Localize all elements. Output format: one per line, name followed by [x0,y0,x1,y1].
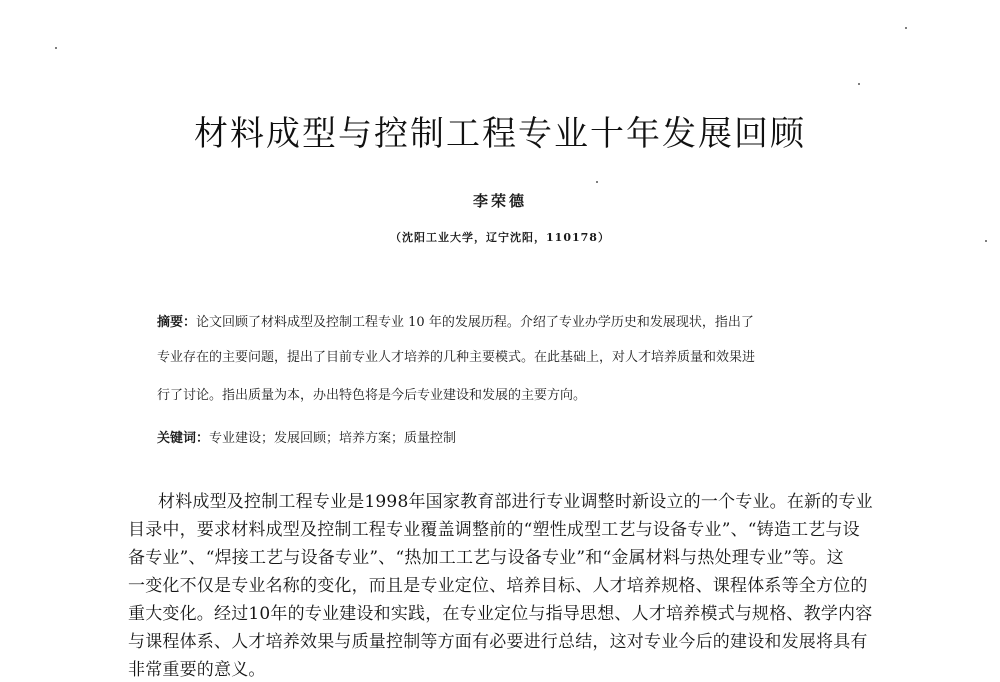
body-line: 重大变化。经过10年的专业建设和实践，在专业定位与指导思想、人才培养模式与规格、教学内容 [128,604,873,624]
scan-speck [596,181,598,183]
body-line: 目录中，要求材料成型及控制工程专业覆盖调整前的“塑性成型工艺与设备专业”、“铸造工艺与设 [128,520,860,540]
scan-speck [905,27,907,29]
keywords-label: 关键词： [157,431,210,446]
paper-title: 材料成型与控制工程专业十年发展回顾 [194,114,806,154]
body-line: 一变化不仅是专业名称的变化，而且是专业定位、培养目标、人才培养规格、课程体系等全方位的 [128,576,868,596]
scan-speck [985,240,987,242]
abstract-text: 论文回顾了材料成型及控制工程专业 10 年的发展历程。介绍了专业办学历史和发展现状，指出了 [196,315,754,330]
abstract-line [157,311,754,330]
scan-speck [55,47,57,49]
scan-speck [858,83,860,85]
keywords-text: 专业建设；发展回顾；培养方案；质量控制 [209,431,457,446]
abstract-line: 专业存在的主要问题，提出了目前专业人才培养的几种主要模式。在此基础上，对人才培养质量和效果进 [157,350,756,365]
body-line: 与课程体系、人才培养效果与质量控制等方面有必要进行总结，这对专业今后的建设和发展将具有 [128,632,868,652]
body-line: 非常重要的意义。 [128,660,266,680]
abstract-line: 行了讨论。指出质量为本，办出特色将是今后专业建设和发展的主要方向。 [157,388,587,403]
body-line: 备专业”、“焊接工艺与设备专业”、“热加工工艺与设备专业”和“金属材料与热处理专业”等。这 [128,548,844,568]
body-line: 材料成型及控制工程专业是1998年国家教育部进行专业调整时新设立的一个专业。在新的专业 [158,492,873,512]
keywords-line [157,427,456,446]
author-affiliation: （沈阳工业大学，辽宁沈阳，110178） [390,231,610,244]
abstract-label: 摘要： [157,315,197,330]
author-name: 李荣德 [472,192,527,210]
